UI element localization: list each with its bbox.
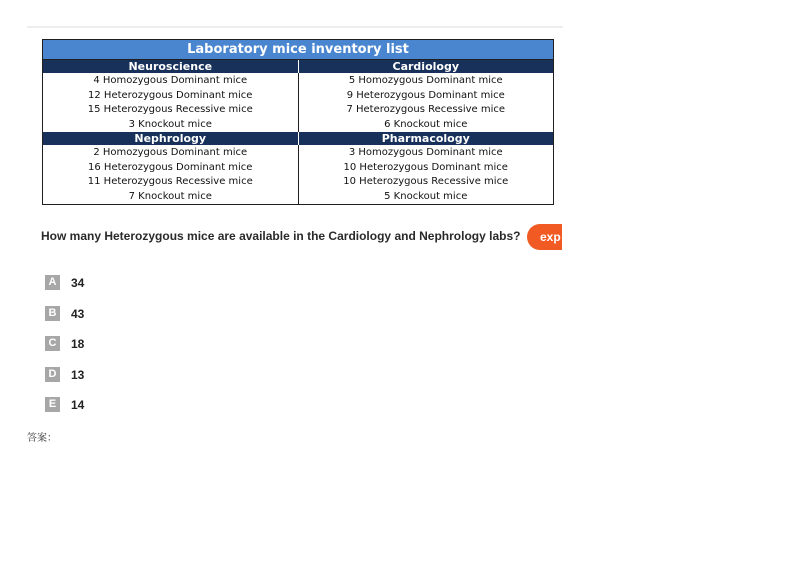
inventory-item: 3 Homozygous Dominant mice xyxy=(348,147,503,158)
section-header-row xyxy=(43,132,553,145)
section-cell-nephrology xyxy=(43,145,298,204)
inventory-item: 16 Heterozygous Dominant mice xyxy=(88,161,253,173)
inventory-item: 5 Homozygous Dominant mice xyxy=(348,75,503,86)
inventory-item: 5 Knockout mice xyxy=(384,190,468,202)
inventory-item: 3 Knockout mice xyxy=(128,118,212,130)
section-heading-cardiology: Cardiology xyxy=(298,60,554,73)
section-cell-pharmacology xyxy=(298,145,554,204)
section-body-row xyxy=(43,73,553,132)
option-letter-badge: B xyxy=(45,306,60,321)
section-body-row xyxy=(43,145,553,204)
inventory-item: 11 Heterozygous Recessive mice xyxy=(87,176,253,187)
option-value: 18 xyxy=(71,337,85,352)
inventory-item: 10 Heterozygous Recessive mice xyxy=(343,176,509,187)
inventory-item: 15 Heterozygous Recessive mice xyxy=(87,104,253,115)
section-heading-nephrology: Nephrology xyxy=(43,132,298,145)
question-text: How many Heterozygous mice are available in the Cardiology and Nephrology labs? xyxy=(41,229,521,243)
section-heading-pharmacology: Pharmacology xyxy=(298,132,554,145)
section-header-row xyxy=(43,60,553,73)
section-cell-neuroscience xyxy=(43,73,298,132)
option-letter-badge: E xyxy=(45,397,60,412)
option-value: 43 xyxy=(71,306,85,321)
answer-label: 答案： xyxy=(27,433,57,444)
option-letter-badge: C xyxy=(45,336,60,351)
option-value: 13 xyxy=(71,367,85,382)
inventory-item: 7 Knockout mice xyxy=(128,190,212,202)
inventory-table xyxy=(42,39,554,205)
option-letter-badge: D xyxy=(45,367,60,382)
top-divider xyxy=(27,26,563,28)
section-heading-neuroscience: Neuroscience xyxy=(43,60,298,73)
inventory-item: 10 Heterozygous Dominant mice xyxy=(343,161,508,173)
option-letter-badge: A xyxy=(45,275,60,290)
inventory-item: 7 Heterozygous Recessive mice xyxy=(346,104,506,115)
inventory-item: 9 Heterozygous Dominant mice xyxy=(346,89,505,101)
inventory-title: Laboratory mice inventory list xyxy=(43,40,553,60)
explain-button[interactable]: exp xyxy=(527,224,562,250)
section-cell-cardiology xyxy=(298,73,554,132)
inventory-item: 2 Homozygous Dominant mice xyxy=(93,147,248,158)
inventory-item: 4 Homozygous Dominant mice xyxy=(93,75,248,86)
option-value: 14 xyxy=(71,398,85,413)
inventory-item: 6 Knockout mice xyxy=(384,118,468,130)
inventory-item: 12 Heterozygous Dominant mice xyxy=(88,89,253,101)
option-value: 34 xyxy=(71,276,85,290)
